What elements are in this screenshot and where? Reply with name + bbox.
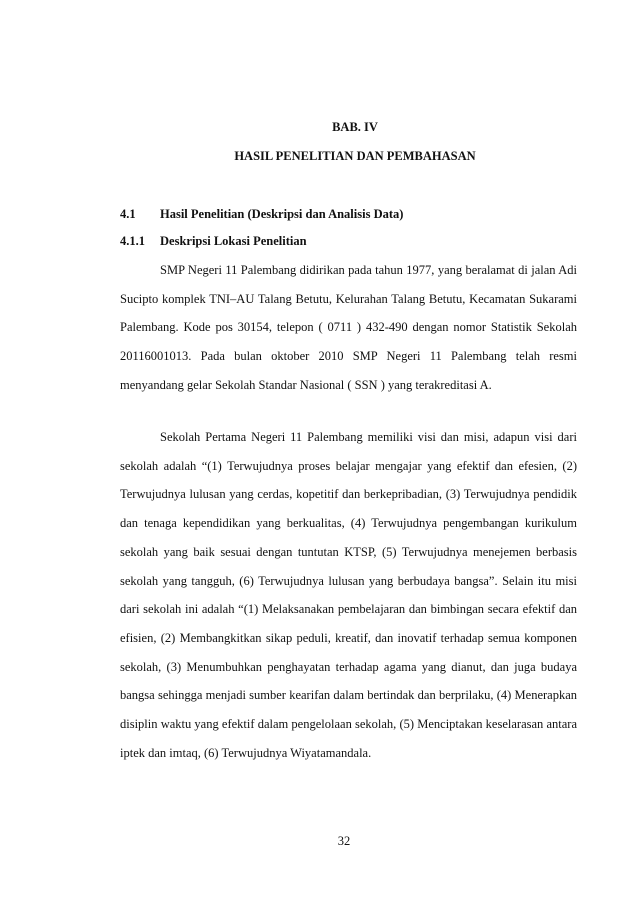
chapter-label: BAB. IV	[332, 120, 378, 134]
subsection-number: 4.1.1	[120, 234, 145, 248]
paragraph-location: SMP Negeri 11 Palembang didirikan pada tahun 1977, yang beralamat di jalan Adi Sucipto komplek TNI–AU Talang Betutu, Kelurahan Talang Betutu, Kecamatan Sukarami Palembang. Kode pos 30154, telepon ( 0711 ) 432-490 dengan nomor Statistik Sekolah 20116001013. Pada bulan oktober 2010 SMP Negeri 11 Palembang telah resmi menyandang gelar Sekolah Standar Nasional ( SSN ) yang terakreditasi A.	[120, 263, 577, 392]
section-number: 4.1	[120, 207, 136, 221]
section-title: Hasil Penelitian (Deskripsi dan Analisis Data)	[160, 207, 404, 221]
page-number: 32	[337, 834, 351, 848]
paragraph-vision-mission: Sekolah Pertama Negeri 11 Palembang memiliki visi dan misi, adapun visi dari sekolah adalah “(1) Terwujudnya proses belajar mengajar yang efektif dan efesien, (2) Terwujudnya lulusan yang cerdas, kopetitif dan berkepribadian, (3) Terwujudnya pendidik dan tenaga kependidikan yang berkualitas, (4) Terwujudnya pengembangan kurikulum sekolah yang baik sesuai dengan tuntutan KTSP, (5) Terwujudnya menejemen berbasis sekolah yang tangguh, (6) Terwujudnya lulusan yang berbudaya bangsa”. Selain itu misi dari sekolah ini adalah “(1) Melaksanakan pembelajaran dan bimbingan secara efektif dan efisien, (2) Membangkitkan sikap peduli, kreatif, dan inovatif terhadap semua komponen sekolah, (3) Menumbuhkan penghayatan terhadap agama yang dianut, dan juga budaya bangsa sehingga menjadi sumber kearifan dalam bertindak dan berprilaku, (4) Menerapkan disiplin waktu yang efektif dalam pengelolaan sekolah, (5) Menciptakan keselarasan antara iptek dan imtaq, (6) Terwujudnya Wiyatamandala.	[120, 430, 577, 760]
chapter-title: HASIL PENELITIAN DAN PEMBAHASAN	[234, 149, 476, 163]
subsection-title: Deskripsi Lokasi Penelitian	[160, 234, 307, 248]
section-heading-4-1	[120, 207, 403, 222]
section-heading-4-1-1	[120, 234, 307, 249]
